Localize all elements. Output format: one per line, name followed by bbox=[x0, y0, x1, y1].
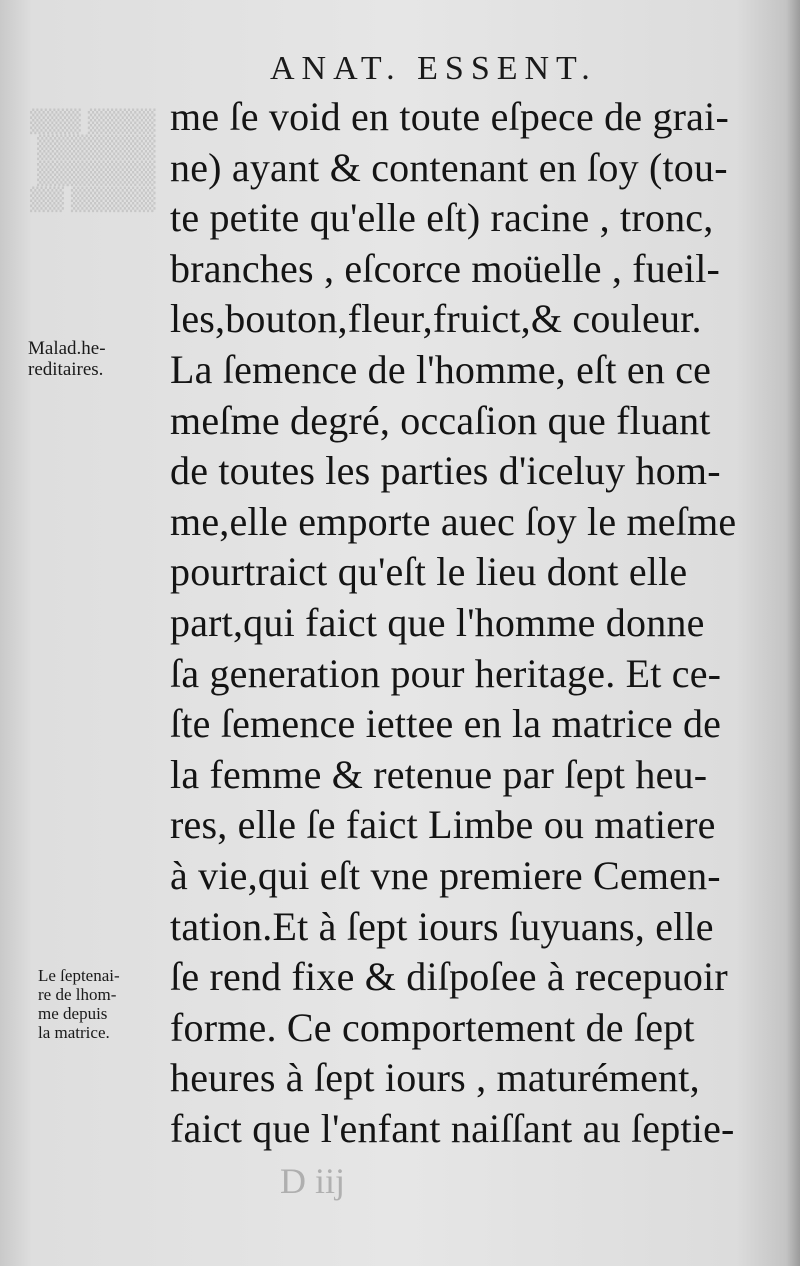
text-line: La ſemence de l'homme, eſt en ce bbox=[170, 346, 712, 392]
text-line: la femme & retenue par ſept heu- bbox=[170, 751, 708, 797]
margin-note-line: re de lhom- bbox=[38, 985, 117, 1004]
body-text bbox=[170, 92, 770, 1154]
margin-note-line: Malad.he- bbox=[28, 338, 106, 359]
text-line: pourtraict qu'eſt le lieu dont elle bbox=[170, 549, 688, 595]
text-line: ne) ayant & contenant en ſoy (tou- bbox=[170, 144, 728, 190]
text-line: res, elle ſe faict Limbe ou matiere bbox=[170, 802, 716, 848]
text-line: me ſe void en toute eſpece de grai- bbox=[170, 94, 729, 139]
show-through-text: ▒▒▒▒ ▒▒▒ ▒▒▒▒▒▒▒ ▒▒▒▒▒▒▒ ▒▒▒▒▒ ▒▒ bbox=[30, 110, 156, 213]
margin-note-line: reditaires. bbox=[28, 359, 104, 380]
margin-note-line: Le ſeptenai- bbox=[38, 966, 120, 985]
text-line: ſe rend fixe & diſpoſee à recepuoir bbox=[170, 954, 728, 1000]
text-line: tation.Et à ſept iours ſuyuans, elle bbox=[170, 903, 714, 949]
text-line: ſa generation pour heritage. Et ce- bbox=[170, 650, 722, 696]
margin-note-line: me depuis bbox=[38, 1004, 108, 1023]
text-line: meſme degré, occaſion que fluant bbox=[170, 397, 711, 443]
text-line: faict que l'enfant naiſſant au ſeptie- bbox=[170, 1105, 735, 1151]
text-line: de toutes les parties d'iceluy hom- bbox=[170, 448, 721, 494]
text-line: part,qui faict que l'homme donne bbox=[170, 599, 705, 645]
text-line: heures à ſept iours , maturément, bbox=[170, 1055, 700, 1101]
text-line: à vie,qui eſt vne premiere Cemen- bbox=[170, 852, 721, 898]
text-line: me,elle emporte auec ſoy le meſme bbox=[170, 498, 737, 544]
text-line: branches , eſcorce moüelle , fueil- bbox=[170, 245, 721, 291]
text-line: te petite qu'elle eſt) racine , tronc, bbox=[170, 195, 714, 241]
margin-note-line: la matrice. bbox=[38, 1023, 110, 1042]
running-header: ANAT. ESSENT. bbox=[270, 50, 597, 87]
margin-note-septenary bbox=[38, 966, 168, 1042]
text-line: les,bouton,fleur,fruict,& couleur. bbox=[170, 296, 702, 342]
text-line: ſte ſemence iettee en la matrice de bbox=[170, 701, 722, 747]
text-line: forme. Ce comportement de ſept bbox=[170, 1004, 695, 1050]
page-edge-shadow bbox=[786, 0, 800, 1266]
margin-note-hereditary-diseases bbox=[28, 338, 158, 380]
signature-mark: D iij bbox=[280, 1161, 346, 1201]
